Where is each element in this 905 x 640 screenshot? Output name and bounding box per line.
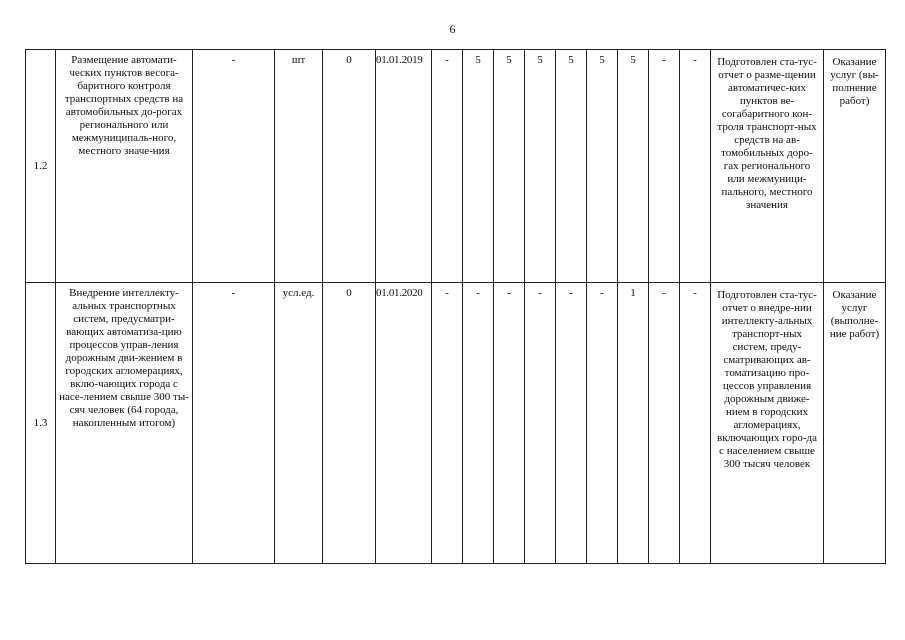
year-value-cell: - <box>494 283 525 564</box>
result-type: Оказание услуг (вы-полнение работ) <box>824 50 886 283</box>
year-value-cell: - <box>525 283 556 564</box>
unit-cell: шт <box>275 50 323 283</box>
year-value-cell: - <box>556 283 587 564</box>
base-value-cell: 0 <box>323 50 376 283</box>
year-value-cell: 5 <box>556 50 587 283</box>
year-value-cell: - <box>463 283 494 564</box>
year-value-cell: 5 <box>494 50 525 283</box>
year-value-cell: - <box>680 50 711 283</box>
year-value-cell: 5 <box>618 50 649 283</box>
year-value-cell: 5 <box>587 50 618 283</box>
year-value-cell: - <box>587 283 618 564</box>
year-value-cell: 5 <box>463 50 494 283</box>
result-type: Оказание услуг (выполне-ние работ) <box>824 283 886 564</box>
result-name: Внедрение интеллекту-альных транспортных систем, предусматри-вающих автоматиза-цию процессов управ-ления дорожным дви-жением в городских агломерациях, вклю-чающих города с насе-лением свыше 300 ты-сяч человек (64 города, накопленным итогом) <box>56 283 193 564</box>
year-value-cell: - <box>649 50 680 283</box>
result-name: Размещение автомати-ческих пунктов весога-баритного контроля транспортных средств на автомобильных до-рогах регионального или межмуниципаль-ного, местного значе-ния <box>56 50 193 283</box>
year-value-cell: - <box>680 283 711 564</box>
unit-cell: усл.ед. <box>275 283 323 564</box>
row-number: 1.3 <box>26 283 56 564</box>
table-row <box>26 50 886 283</box>
result-description: Подготовлен ста-тус-отчет о внедре-нии интеллекту-альных транспорт-ных систем, преду-сматривающих ав-томатизацию про-цессов управления дорожным движе-нием в городских агломерациях, включающих горо-да с населением свыше 300 тысяч человек <box>711 283 824 564</box>
page-number: 6 <box>449 22 456 36</box>
year-value-cell: - <box>432 283 463 564</box>
year-value-cell: 1 <box>618 283 649 564</box>
type-cell: - <box>193 50 275 283</box>
base-date-cell: 01.01.2020 <box>376 283 432 564</box>
type-cell: - <box>193 283 275 564</box>
year-value-cell: 5 <box>525 50 556 283</box>
base-date-cell: 01.01.2019 <box>376 50 432 283</box>
table-row <box>26 283 886 564</box>
base-value-cell: 0 <box>323 283 376 564</box>
year-value-cell: - <box>432 50 463 283</box>
year-value-cell: - <box>649 283 680 564</box>
project-results-table <box>25 49 886 564</box>
result-description: Подготовлен ста-тус-отчет о разме-щении автоматичес-ких пунктов ве-согабаритного кон-троля транспорт-ных средств на ав-томобильных доро-гах регионального или межмуници-пального, местного значения <box>711 50 824 283</box>
row-number: 1.2 <box>26 50 56 283</box>
